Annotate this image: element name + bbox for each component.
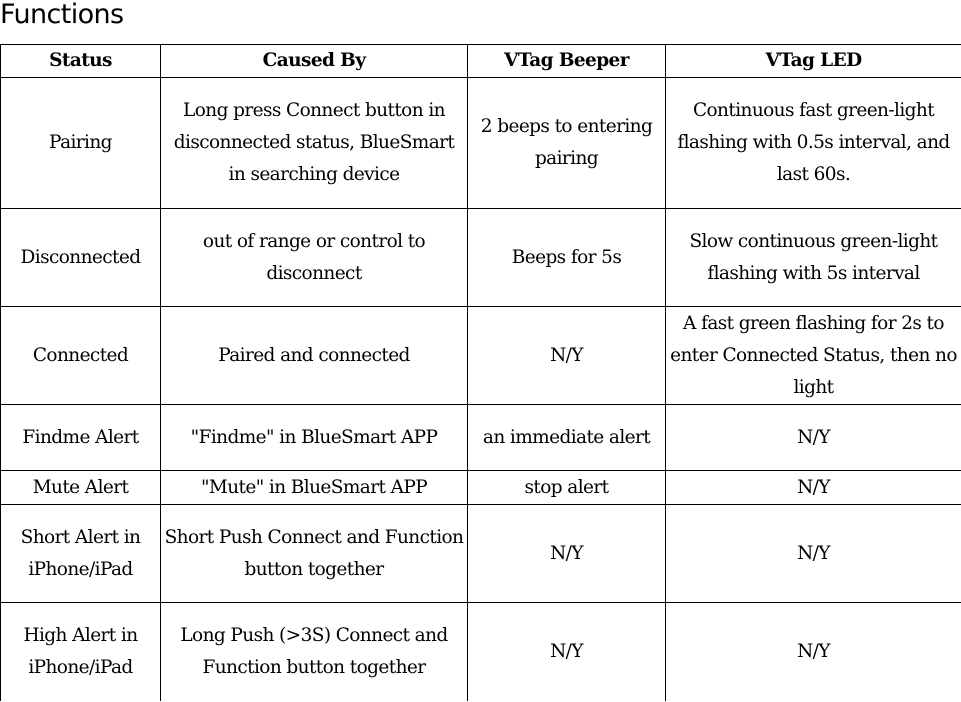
status-cell: Findme Alert [1, 405, 161, 471]
table-row [1, 209, 961, 307]
led-cell: N/Y [666, 603, 961, 701]
column-header-vtag-led: VTag LED [666, 45, 961, 78]
beeper-cell: Beeps for 5s [468, 209, 666, 307]
caused-by-cell: "Mute" in BlueSmart APP [161, 471, 468, 505]
beeper-cell: N/Y [468, 505, 666, 603]
beeper-cell: stop alert [468, 471, 666, 505]
table-row [1, 505, 961, 603]
beeper-cell: 2 beeps to entering pairing [468, 78, 666, 209]
caused-by-cell: Paired and connected [161, 307, 468, 405]
led-cell: Slow continuous green-light flashing with 5s interval [666, 209, 961, 307]
page-title: Functions [0, 0, 124, 30]
led-cell: N/Y [666, 471, 961, 505]
status-cell: Connected [1, 307, 161, 405]
table-row [1, 603, 961, 701]
table-row [1, 78, 961, 209]
column-header-vtag-beeper: VTag Beeper [468, 45, 666, 78]
led-cell: N/Y [666, 505, 961, 603]
status-cell: Mute Alert [1, 471, 161, 505]
beeper-cell: N/Y [468, 307, 666, 405]
beeper-cell: N/Y [468, 603, 666, 701]
beeper-cell: an immediate alert [468, 405, 666, 471]
led-cell: N/Y [666, 405, 961, 471]
caused-by-cell: Long press Connect button in disconnected status, BlueSmart in searching device [161, 78, 468, 209]
table-row [1, 405, 961, 471]
table-header-row [1, 45, 961, 78]
caused-by-cell: out of range or control to disconnect [161, 209, 468, 307]
status-cell: Pairing [1, 78, 161, 209]
table-row [1, 471, 961, 505]
column-header-caused-by: Caused By [161, 45, 468, 78]
caused-by-cell: Short Push Connect and Function button together [161, 505, 468, 603]
table-row [1, 307, 961, 405]
caused-by-cell: Long Push (>3S) Connect and Function button together [161, 603, 468, 701]
functions-table [0, 44, 961, 701]
status-cell: High Alert in iPhone/iPad [1, 603, 161, 701]
led-cell: A fast green flashing for 2s to enter Connected Status, then no light [666, 307, 961, 405]
status-cell: Disconnected [1, 209, 161, 307]
led-cell: Continuous fast green-light flashing with 0.5s interval, and last 60s. [666, 78, 961, 209]
column-header-status: Status [1, 45, 161, 78]
status-cell: Short Alert in iPhone/iPad [1, 505, 161, 603]
caused-by-cell: "Findme" in BlueSmart APP [161, 405, 468, 471]
